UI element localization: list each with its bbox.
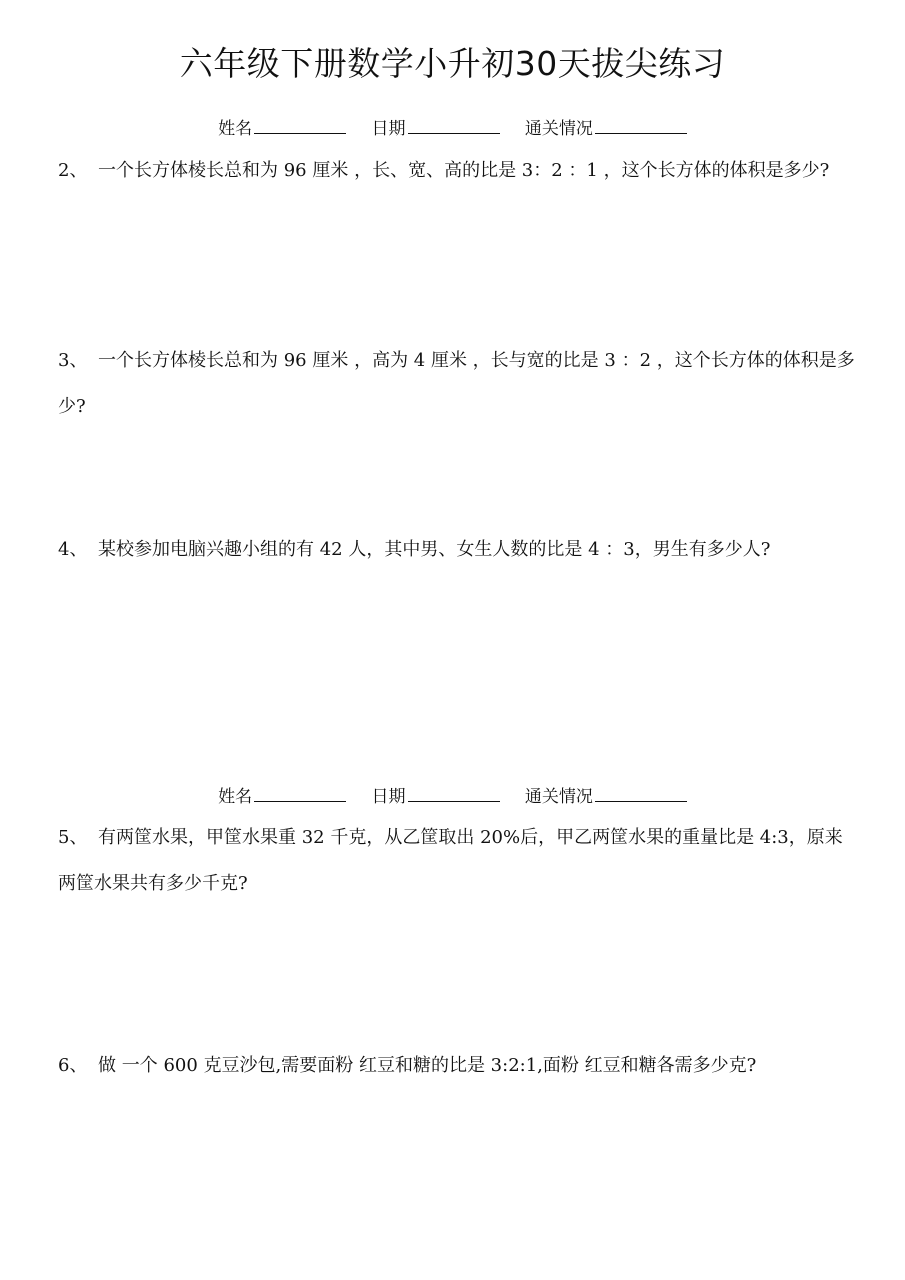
name-blank [254, 119, 346, 134]
date-blank [408, 787, 500, 802]
date-label: 日期 [371, 787, 406, 807]
status-field [525, 114, 687, 139]
page-title: 六年级下册数学小升初30天拔尖练习 [179, 44, 726, 83]
status-field [525, 782, 687, 807]
status-blank [595, 119, 687, 134]
question-number: 6、 [58, 1055, 88, 1076]
name-label: 姓名 [218, 119, 253, 139]
name-field [218, 114, 346, 139]
question-number: 3、 [58, 350, 88, 371]
status-label: 通关情况 [524, 119, 593, 139]
question-text: 有两筐水果，甲筐水果重 32 千克，从乙筐取出 20%后，甲乙两筐水果的重量比是 4:3，原来两筐水果共有多少千克? [58, 827, 843, 894]
question-3 [58, 338, 858, 430]
name-field [218, 782, 346, 807]
date-label: 日期 [371, 119, 406, 139]
student-info-row [0, 114, 905, 139]
student-info-row-2 [0, 782, 905, 807]
date-field [372, 114, 500, 139]
question-number: 2、 [58, 160, 88, 181]
question-text: 一个长方体棱长总和为 96 厘米 ，高为 4 厘米 ，长与宽的比是 3 ：2 ，这个长方体的体积是多少? [58, 350, 855, 417]
question-4 [58, 527, 858, 573]
question-text: 一个长方体棱长总和为 96 厘米 ，长、宽、高的比是 3：2 ：1 ，这个长方体的体积是多少? [98, 160, 830, 181]
name-label: 姓名 [218, 787, 253, 807]
date-blank [408, 119, 500, 134]
question-5 [58, 815, 858, 907]
question-6 [58, 1043, 858, 1089]
date-field [372, 782, 500, 807]
question-text: 某校参加电脑兴趣小组的有 42 人，其中男、女生人数的比是 4 ：3，男生有多少人? [98, 539, 771, 560]
name-blank [254, 787, 346, 802]
question-number: 4、 [58, 539, 88, 560]
status-label: 通关情况 [524, 787, 593, 807]
question-text: 做 一个 600 克豆沙包,需要面粉 红豆和糖的比是 3:2:1,面粉 红豆和糖各需多少克? [98, 1055, 757, 1076]
question-number: 5、 [58, 827, 88, 848]
question-2 [58, 148, 858, 194]
status-blank [595, 787, 687, 802]
